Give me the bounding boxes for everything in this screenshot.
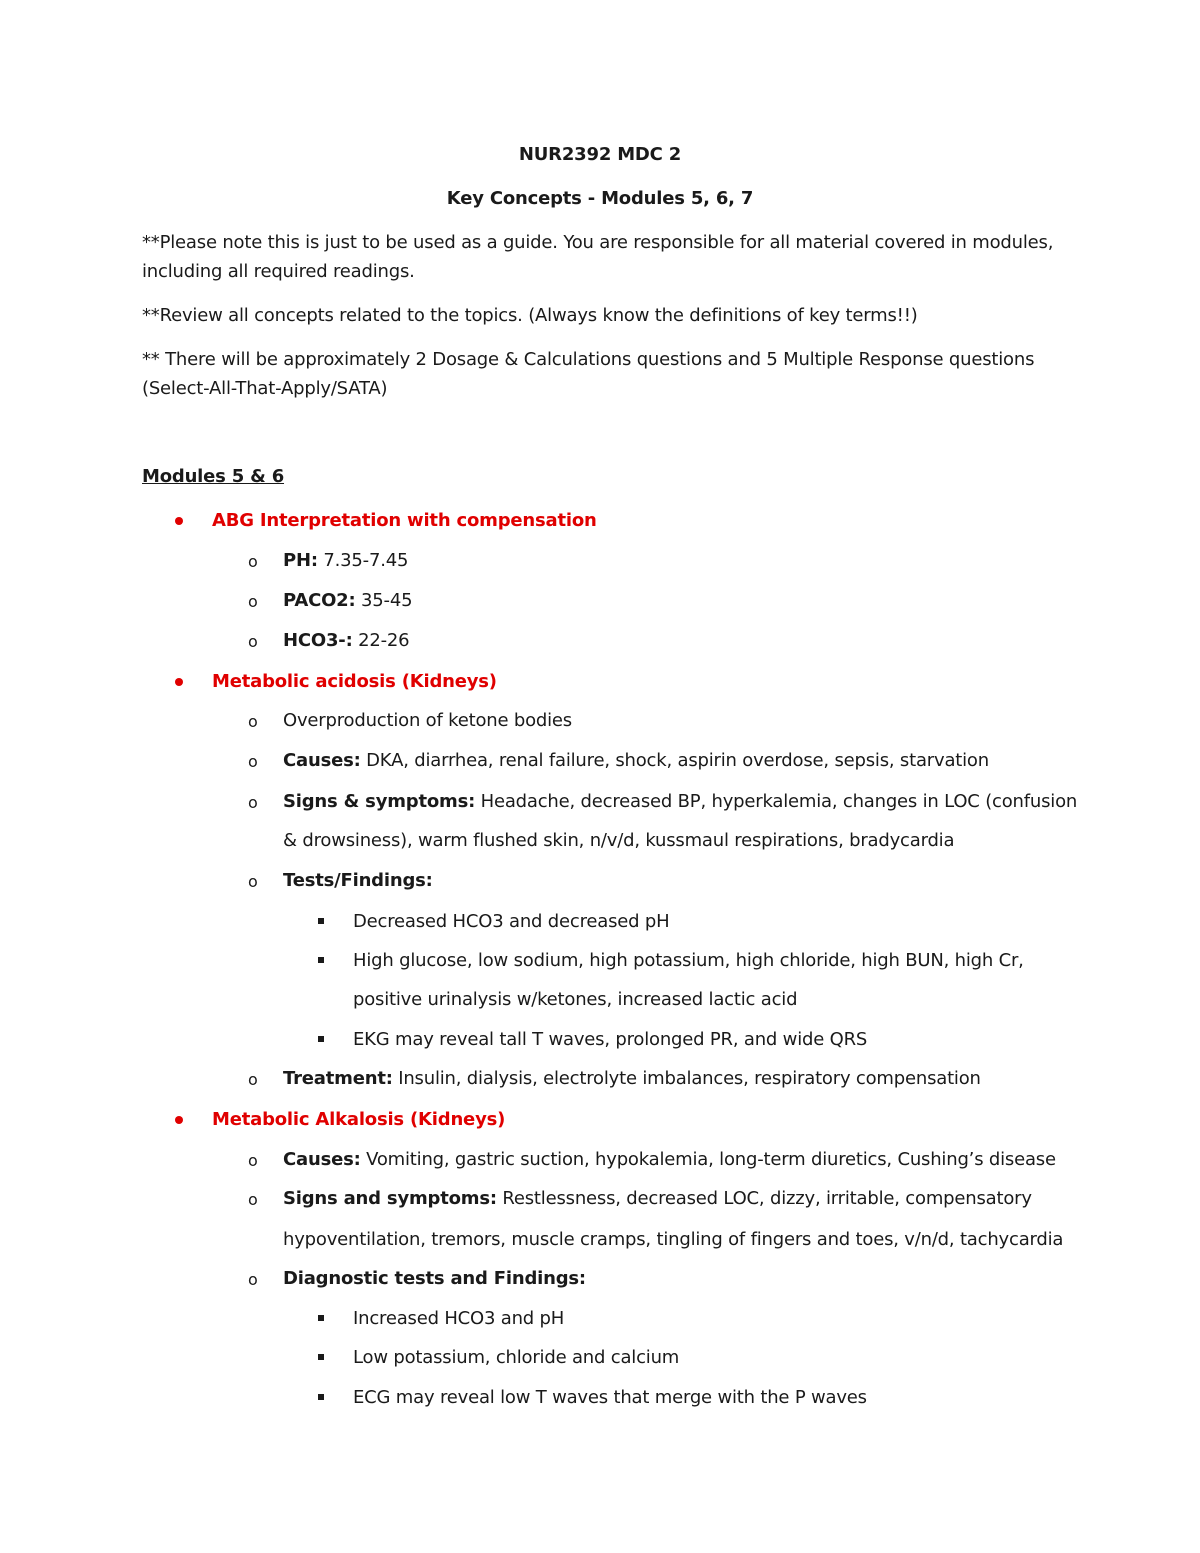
- alkalosis-test-3: ECG may reveal low T waves that merge with the P waves: [353, 1387, 867, 1408]
- square-bullet: [318, 1036, 324, 1042]
- acidosis-test-3: EKG may reveal tall T waves, prolonged PR, and wide QRS: [353, 1029, 868, 1050]
- alkalosis-causes: [283, 1149, 1056, 1171]
- document-title: NUR2392 MDC 2: [518, 144, 682, 165]
- acidosis-test-2: High glucose, low sodium, high potassium, high chloride, high BUN, high Cr,: [353, 950, 1024, 971]
- circle-bullet: o: [248, 1190, 258, 1209]
- circle-bullet: o: [248, 632, 258, 651]
- abg-hco3: [283, 630, 409, 652]
- acidosis-causes: [283, 750, 989, 772]
- alkalosis-signs-value: Restlessness, decreased LOC, dizzy, irritable, compensatory: [496, 1188, 1032, 1209]
- abg-hco3-value: 22-26: [352, 630, 410, 651]
- acidosis-causes-label: Causes:: [283, 750, 361, 771]
- alkalosis-causes-value: Vomiting, gastric suction, hypokalemia, long-term diuretics, Cushing’s disease: [360, 1149, 1056, 1170]
- abg-hco3-label: HCO3-:: [283, 630, 353, 651]
- square-bullet: [318, 957, 324, 963]
- section-heading: Modules 5 & 6: [142, 466, 285, 487]
- bullet-dot: [175, 678, 183, 686]
- alkalosis-signs: [283, 1188, 1032, 1210]
- bullet-dot: [175, 1116, 183, 1124]
- note-review: **Review all concepts related to the topics. (Always know the definitions of key terms!!): [142, 305, 918, 326]
- alkalosis-diag-label: Diagnostic tests and Findings:: [283, 1268, 586, 1289]
- acidosis-item-ketone: Overproduction of ketone bodies: [283, 710, 572, 731]
- abg-paco2: [283, 590, 412, 612]
- acidosis-signs-value: Headache, decreased BP, hyperkalemia, changes in LOC (confusion: [475, 791, 1078, 812]
- circle-bullet: o: [248, 1270, 258, 1289]
- square-bullet: [318, 918, 324, 924]
- acidosis-tests-label: Tests/Findings:: [283, 870, 433, 891]
- abg-ph: [283, 550, 408, 572]
- note-questions-line2: (Select-All-That-Apply/SATA): [142, 378, 388, 399]
- square-bullet: [318, 1315, 324, 1321]
- acidosis-test-1: Decreased HCO3 and decreased pH: [353, 911, 670, 932]
- circle-bullet: o: [248, 592, 258, 611]
- acidosis-treatment: [283, 1068, 981, 1090]
- circle-bullet: o: [248, 552, 258, 571]
- circle-bullet: o: [248, 1070, 258, 1089]
- alkalosis-signs-label: Signs and symptoms:: [283, 1188, 497, 1209]
- acidosis-signs-label: Signs & symptoms:: [283, 791, 476, 812]
- alkalosis-test-1: Increased HCO3 and pH: [353, 1308, 565, 1329]
- alkalosis-test-2: Low potassium, chloride and calcium: [353, 1347, 680, 1368]
- acidosis-causes-value: DKA, diarrhea, renal failure, shock, aspirin overdose, sepsis, starvation: [360, 750, 989, 771]
- circle-bullet: o: [248, 712, 258, 731]
- note-guide-line1: **Please note this is just to be used as a guide. You are responsible for all material covered in modules,: [142, 232, 1054, 253]
- square-bullet: [318, 1354, 324, 1360]
- square-bullet: [318, 1394, 324, 1400]
- acidosis-test-2-line2: positive urinalysis w/ketones, increased lactic acid: [353, 989, 798, 1010]
- acidosis-heading: Metabolic acidosis (Kidneys): [212, 671, 497, 692]
- alkalosis-heading: Metabolic Alkalosis (Kidneys): [212, 1109, 506, 1130]
- acidosis-treatment-label: Treatment:: [283, 1068, 393, 1089]
- note-questions-line1: ** There will be approximately 2 Dosage & Calculations questions and 5 Multiple Response questions: [142, 349, 1035, 370]
- bullet-dot: [175, 517, 183, 525]
- circle-bullet: o: [248, 752, 258, 771]
- abg-heading: ABG Interpretation with compensation: [212, 510, 597, 531]
- abg-paco2-value: 35-45: [355, 590, 413, 611]
- acidosis-treatment-value: Insulin, dialysis, electrolyte imbalances, respiratory compensation: [392, 1068, 981, 1089]
- acidosis-signs: [283, 791, 1077, 813]
- circle-bullet: o: [248, 793, 258, 812]
- note-guide-line2: including all required readings.: [142, 261, 415, 282]
- alkalosis-signs-line2: hypoventilation, tremors, muscle cramps, tingling of fingers and toes, v/n/d, tachycardia: [283, 1229, 1064, 1250]
- circle-bullet: o: [248, 872, 258, 891]
- alkalosis-causes-label: Causes:: [283, 1149, 361, 1170]
- acidosis-signs-line2: & drowsiness), warm flushed skin, n/v/d, kussmaul respirations, bradycardia: [283, 830, 955, 851]
- abg-paco2-label: PACO2:: [283, 590, 356, 611]
- document-subtitle: Key Concepts - Modules 5, 6, 7: [446, 188, 754, 209]
- abg-ph-value: 7.35-7.45: [317, 550, 409, 571]
- abg-ph-label: PH:: [283, 550, 318, 571]
- circle-bullet: o: [248, 1151, 258, 1170]
